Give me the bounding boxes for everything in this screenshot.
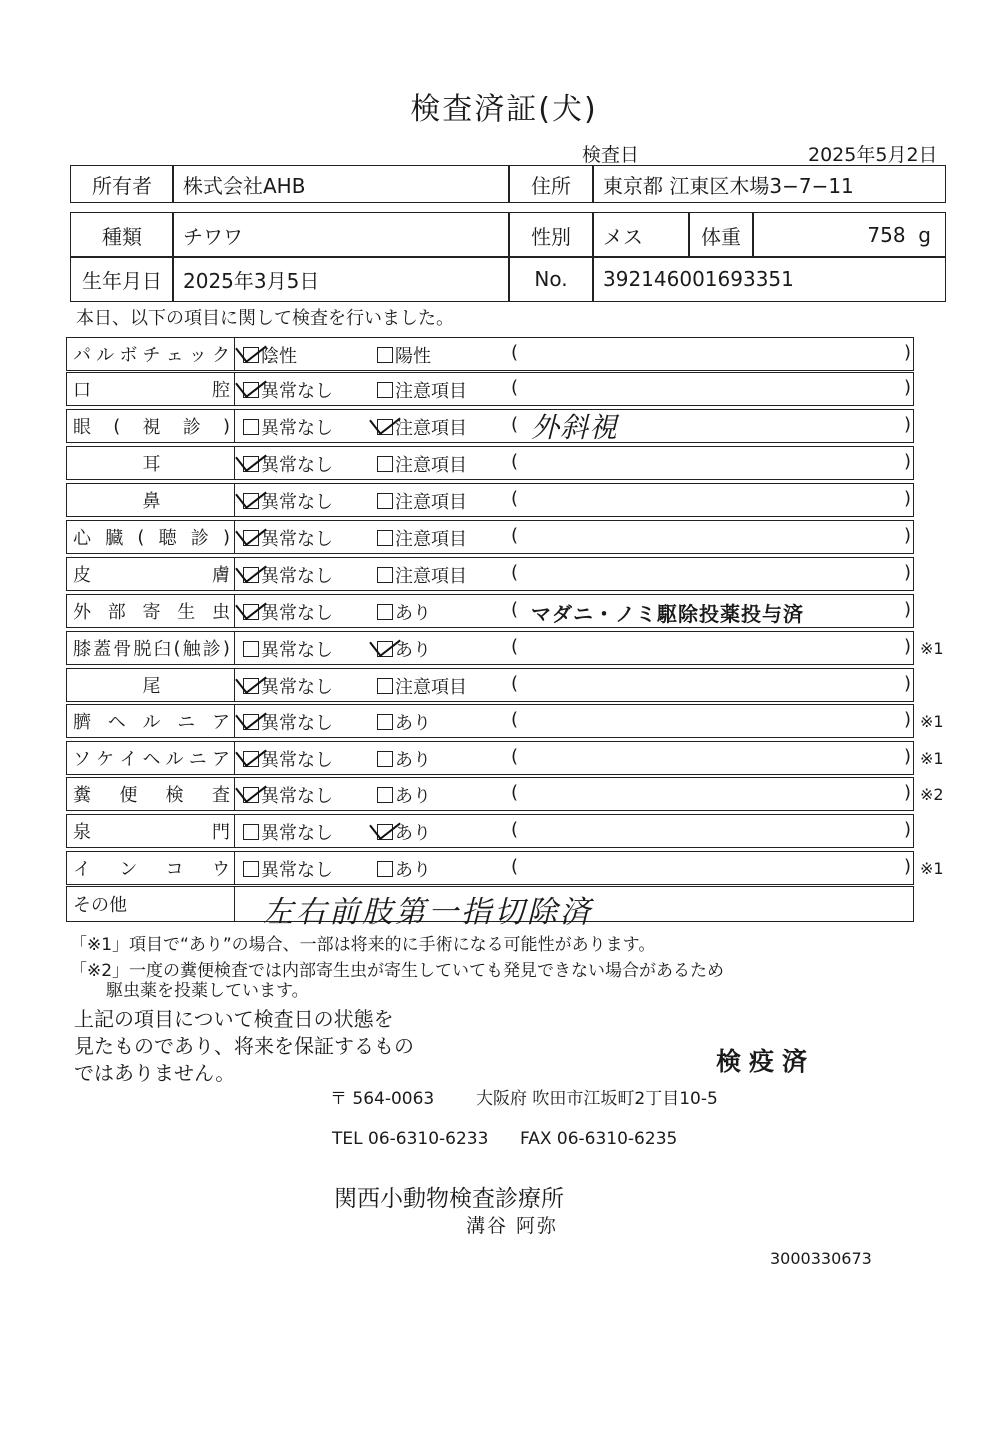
checkbox-icon[interactable] bbox=[243, 493, 259, 509]
option-label: 異常なし bbox=[261, 529, 333, 550]
inspection-row bbox=[66, 594, 914, 628]
paren-open: ( bbox=[511, 377, 519, 398]
checkbox-icon[interactable] bbox=[243, 347, 259, 363]
footnote-2b: 駆虫薬を投薬しています。 bbox=[106, 981, 309, 1001]
row-label: ソ ケ イ ヘ ル ニ ア bbox=[67, 742, 235, 774]
postal-code: 〒 564-0063 bbox=[330, 1089, 435, 1109]
inspection-row bbox=[66, 777, 914, 811]
paren-open: ( bbox=[511, 673, 519, 694]
paren-close: ) bbox=[903, 414, 911, 435]
checkbox-icon[interactable] bbox=[243, 641, 259, 657]
paren-close: ) bbox=[903, 451, 911, 472]
inspection-row bbox=[66, 372, 914, 406]
option-label: 異常なし bbox=[261, 566, 333, 587]
option-label: 陽性 bbox=[395, 346, 431, 367]
weight-value: 758 bbox=[867, 223, 906, 247]
row-note: 外斜視 bbox=[531, 411, 619, 444]
checkbox-icon[interactable] bbox=[377, 419, 393, 435]
checkbox-icon[interactable] bbox=[377, 714, 393, 730]
paren-close: ) bbox=[903, 525, 911, 546]
inspection-row bbox=[66, 409, 914, 443]
inspection-row bbox=[66, 814, 914, 848]
paren-close: ) bbox=[903, 377, 911, 398]
serial-number: 3000330673 bbox=[770, 1249, 872, 1268]
checkbox-icon[interactable] bbox=[243, 604, 259, 620]
checkbox-icon[interactable] bbox=[243, 382, 259, 398]
option-abnormal[interactable] bbox=[377, 673, 467, 699]
checkbox-icon[interactable] bbox=[243, 530, 259, 546]
option-label: 異常なし bbox=[261, 750, 333, 771]
inspection-row bbox=[66, 851, 914, 885]
address-value: 東京都 江東区木場3−7−11 bbox=[592, 165, 946, 203]
clinic-address: 大阪府 吹田市江坂町2丁目10-5 bbox=[476, 1089, 718, 1109]
dob-label: 生年月日 bbox=[70, 256, 174, 302]
paren-open: ( bbox=[511, 746, 519, 767]
option-label: あり bbox=[395, 860, 431, 881]
checkbox-icon[interactable] bbox=[377, 604, 393, 620]
checkbox-icon[interactable] bbox=[243, 419, 259, 435]
checkbox-icon[interactable] bbox=[377, 347, 393, 363]
paren-open: ( bbox=[511, 414, 519, 435]
paren-close: ) bbox=[903, 709, 911, 730]
breed-value: チワワ bbox=[172, 212, 510, 258]
option-label: 異常なし bbox=[261, 418, 333, 439]
paren-close: ) bbox=[903, 342, 911, 363]
row-label: 外 部 寄 生 虫 bbox=[67, 595, 235, 627]
weight-label: 体重 bbox=[688, 212, 754, 258]
paren-open: ( bbox=[511, 819, 519, 840]
owner-value: 株式会社AHB bbox=[172, 165, 510, 203]
sex-value: メス bbox=[592, 212, 690, 258]
page-title: 検査済証(犬) bbox=[410, 92, 598, 127]
paren-close: ) bbox=[903, 856, 911, 877]
checkbox-icon[interactable] bbox=[243, 714, 259, 730]
inspection-row bbox=[66, 446, 914, 480]
checkbox-icon[interactable] bbox=[377, 641, 393, 657]
no-label: No. bbox=[508, 256, 594, 302]
option-label: あり bbox=[395, 603, 431, 624]
row-label: 膝 蓋 骨 脱 臼 ( 触 診 ) bbox=[67, 632, 235, 664]
row-label: 泉 門 bbox=[67, 815, 235, 847]
option-label: 異常なし bbox=[261, 455, 333, 476]
option-label: 異常なし bbox=[261, 823, 333, 844]
paren-open: ( bbox=[511, 488, 519, 509]
checkbox-icon[interactable] bbox=[243, 787, 259, 803]
option-normal[interactable] bbox=[243, 377, 333, 403]
option-normal[interactable] bbox=[243, 342, 297, 368]
option-abnormal[interactable] bbox=[377, 342, 431, 368]
other-row bbox=[66, 886, 914, 930]
option-label: 異常なし bbox=[261, 860, 333, 881]
option-normal[interactable] bbox=[243, 599, 333, 625]
paren-open: ( bbox=[511, 525, 519, 546]
option-label: 異常なし bbox=[261, 786, 333, 807]
inspection-row bbox=[66, 704, 914, 738]
option-abnormal[interactable] bbox=[377, 782, 431, 808]
other-note: 左右前肢第一指切除済 bbox=[263, 895, 593, 930]
option-abnormal[interactable] bbox=[377, 746, 431, 772]
option-abnormal[interactable] bbox=[377, 451, 467, 477]
row-label: 心 臓 ( 聴 診 ) bbox=[67, 521, 235, 553]
row-label: イ ン コ ウ bbox=[67, 852, 235, 884]
option-label: 異常なし bbox=[261, 640, 333, 661]
row-label: 眼 ( 視 診 ) bbox=[67, 410, 235, 442]
row-label: 糞 便 検 査 bbox=[67, 778, 235, 810]
option-label: 注意項目 bbox=[395, 381, 467, 402]
owner-label: 所有者 bbox=[70, 165, 174, 203]
clinic-name: 関西小動物検査診療所 bbox=[334, 1186, 564, 1212]
option-abnormal[interactable] bbox=[377, 709, 431, 735]
checkbox-icon[interactable] bbox=[243, 824, 259, 840]
option-normal[interactable] bbox=[243, 819, 333, 845]
address-label: 住所 bbox=[508, 165, 594, 203]
footnote-1: 「※1」項目で“あり”の場合、一部は将来的に手術になる可能性があります。 bbox=[70, 935, 656, 955]
option-label: 異常なし bbox=[261, 677, 333, 698]
row-label: 鼻 bbox=[67, 484, 235, 516]
option-normal[interactable] bbox=[243, 488, 333, 514]
inspection-row bbox=[66, 520, 914, 554]
option-abnormal[interactable] bbox=[377, 856, 431, 882]
checkbox-icon[interactable] bbox=[243, 751, 259, 767]
option-normal[interactable] bbox=[243, 414, 333, 440]
statement-line-3: ではありません。 bbox=[74, 1061, 236, 1085]
row-label: 臍 ヘ ル ニ ア bbox=[67, 705, 235, 737]
statement bbox=[74, 1006, 414, 1087]
option-normal[interactable] bbox=[243, 709, 333, 735]
checkbox-icon[interactable] bbox=[377, 456, 393, 472]
checkbox-icon[interactable] bbox=[377, 787, 393, 803]
option-label: 異常なし bbox=[261, 713, 333, 734]
inspection-row bbox=[66, 668, 914, 702]
option-normal[interactable] bbox=[243, 636, 333, 662]
option-label: 異常なし bbox=[261, 381, 333, 402]
row-label: 皮 膚 bbox=[67, 558, 235, 590]
breed-label: 種類 bbox=[70, 212, 174, 258]
intro-text: 本日、以下の項目に関して検査を行いました。 bbox=[76, 308, 454, 329]
paren-open: ( bbox=[511, 856, 519, 877]
tel: TEL 06-6310-6233 bbox=[332, 1129, 489, 1149]
paren-open: ( bbox=[511, 599, 519, 620]
checkbox-icon[interactable] bbox=[377, 567, 393, 583]
checkbox-icon[interactable] bbox=[377, 530, 393, 546]
dob-value: 2025年3月5日 bbox=[172, 256, 510, 302]
option-label: 注意項目 bbox=[395, 455, 467, 476]
quarantine-stamp: 検疫済 bbox=[716, 1047, 816, 1076]
paren-open: ( bbox=[511, 709, 519, 730]
other-label: その他 bbox=[67, 887, 235, 921]
statement-line-2: 見たものであり、将来を保証するもの bbox=[74, 1034, 414, 1058]
option-label: 注意項目 bbox=[395, 529, 467, 550]
checkbox-icon[interactable] bbox=[377, 824, 393, 840]
checkbox-icon[interactable] bbox=[377, 861, 393, 877]
footnote-mark: ※1 bbox=[920, 859, 944, 878]
option-normal[interactable] bbox=[243, 856, 333, 882]
paren-close: ) bbox=[903, 636, 911, 657]
option-label: 異常なし bbox=[261, 603, 333, 624]
row-label: 耳 bbox=[67, 447, 235, 479]
inspection-row bbox=[66, 557, 914, 591]
inspection-row bbox=[66, 337, 914, 371]
footnote-mark: ※1 bbox=[920, 749, 944, 768]
checkbox-icon[interactable] bbox=[243, 678, 259, 694]
option-label: 異常なし bbox=[261, 492, 333, 513]
option-normal[interactable] bbox=[243, 562, 333, 588]
weight-unit: g bbox=[918, 223, 931, 247]
option-normal[interactable] bbox=[243, 782, 333, 808]
checkbox-icon[interactable] bbox=[377, 493, 393, 509]
row-label: パ ル ボ チ ェ ッ ク bbox=[67, 338, 235, 370]
inspection-row bbox=[66, 631, 914, 665]
option-label: 注意項目 bbox=[395, 492, 467, 513]
option-label: 注意項目 bbox=[395, 418, 467, 439]
row-label: 口 腔 bbox=[67, 373, 235, 405]
checkbox-icon[interactable] bbox=[243, 861, 259, 877]
option-abnormal[interactable] bbox=[377, 599, 431, 625]
option-label: 注意項目 bbox=[395, 566, 467, 587]
footnote-mark: ※1 bbox=[920, 639, 944, 658]
paren-open: ( bbox=[511, 636, 519, 657]
row-label: 尾 bbox=[67, 669, 235, 701]
footnote-mark: ※1 bbox=[920, 712, 944, 731]
option-label: あり bbox=[395, 750, 431, 771]
checkbox-icon[interactable] bbox=[377, 382, 393, 398]
checkbox-icon[interactable] bbox=[377, 678, 393, 694]
checkbox-icon[interactable] bbox=[243, 567, 259, 583]
option-abnormal[interactable] bbox=[377, 414, 467, 440]
option-abnormal[interactable] bbox=[377, 488, 467, 514]
paren-open: ( bbox=[511, 451, 519, 472]
option-label: あり bbox=[395, 786, 431, 807]
exam-date-label: 検査日 bbox=[582, 144, 640, 166]
sex-label: 性別 bbox=[508, 212, 594, 258]
option-label: あり bbox=[395, 640, 431, 661]
paren-close: ) bbox=[903, 488, 911, 509]
option-normal[interactable] bbox=[243, 673, 333, 699]
exam-date: 2025年5月2日 bbox=[808, 144, 938, 166]
option-normal[interactable] bbox=[243, 746, 333, 772]
paren-close: ) bbox=[903, 599, 911, 620]
no-value: 392146001693351 bbox=[592, 256, 946, 302]
paren-open: ( bbox=[511, 342, 519, 363]
inspection-row bbox=[66, 741, 914, 775]
doctor-name: 溝谷 阿弥 bbox=[466, 1215, 559, 1237]
option-abnormal[interactable] bbox=[377, 377, 467, 403]
checkbox-icon[interactable] bbox=[377, 751, 393, 767]
option-normal[interactable] bbox=[243, 451, 333, 477]
fax: FAX 06-6310-6235 bbox=[520, 1129, 678, 1149]
paren-close: ) bbox=[903, 782, 911, 803]
option-abnormal[interactable] bbox=[377, 819, 431, 845]
paren-close: ) bbox=[903, 673, 911, 694]
option-abnormal[interactable] bbox=[377, 636, 431, 662]
inspection-row bbox=[66, 483, 914, 517]
statement-line-1: 上記の項目について検査日の状態を bbox=[74, 1007, 394, 1031]
option-label: 注意項目 bbox=[395, 677, 467, 698]
option-label: 陰性 bbox=[261, 346, 297, 367]
weight-cell bbox=[752, 212, 946, 258]
row-note: マダニ・ノミ駆除投薬投与済 bbox=[531, 602, 804, 626]
checkbox-icon[interactable] bbox=[243, 456, 259, 472]
paren-close: ) bbox=[903, 819, 911, 840]
paren-open: ( bbox=[511, 562, 519, 583]
footnote-mark: ※2 bbox=[920, 785, 944, 804]
option-abnormal[interactable] bbox=[377, 562, 467, 588]
option-abnormal[interactable] bbox=[377, 525, 467, 551]
paren-close: ) bbox=[903, 562, 911, 583]
option-label: あり bbox=[395, 823, 431, 844]
option-label: あり bbox=[395, 713, 431, 734]
footnote-2a: 「※2」一度の糞便検査では内部寄生虫が寄生していても発見できない場合があるため bbox=[70, 961, 725, 981]
paren-close: ) bbox=[903, 746, 911, 767]
paren-open: ( bbox=[511, 782, 519, 803]
option-normal[interactable] bbox=[243, 525, 333, 551]
